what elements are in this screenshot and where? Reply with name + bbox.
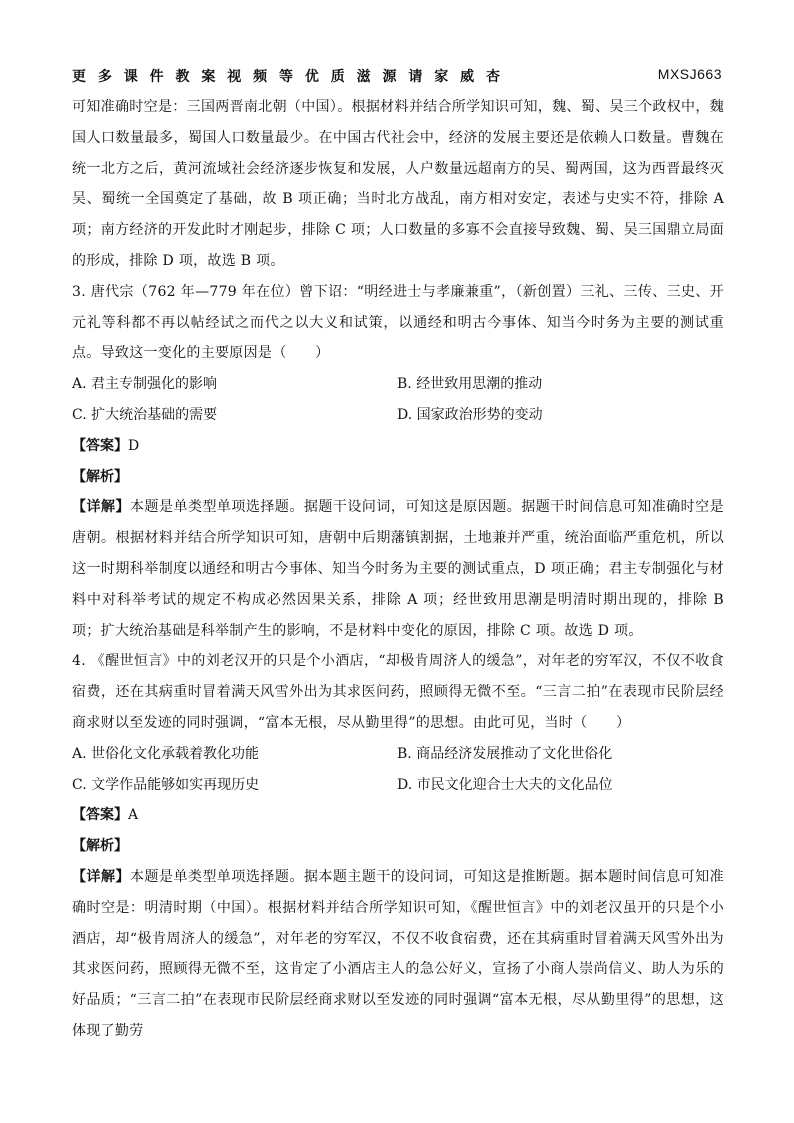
question-4-options: [72, 739, 724, 801]
q4-answer: 【答案】A: [72, 807, 139, 824]
question-3-options: [72, 369, 724, 431]
q4-detail-text: 本题是单类型单项选择题。据本题主题干的设问词，可知这是推断题。据本题时间信息可知准确时空是：明清时期（中国）。根据材料并结合所学知识可知，《醒世恒言》中的刘老汉虽开的只是个小酒店，却“极肯周济人的缓急”，对年老的穷军汉，不仅不收食宿费，还在其病重时冒着满天风雪外出为其求医问药，照顾得无微不至，这肯定了小酒店主人的急公好义，宣扬了小商人崇尚信义、助人为乐的好品质；“三言二拍”在表现市民阶层经商求财以至发迹的同时强调“富本无根，尽从勤里得”的思想，这体现了勤劳: [72, 868, 724, 1039]
document-body: [72, 92, 724, 1047]
q3-option-b: B. 经世致用思潮的推动: [397, 376, 543, 393]
q4-option-c: C. 文学作品能够如实再现历史: [72, 776, 260, 793]
q4-analysis-heading: 【解析】: [72, 838, 128, 855]
header-watermark-text: 更 多 课 件 教 案 视 频 等 优 质 滋 源 请 家 威 杏: [72, 69, 501, 85]
q4-answer-value: A: [128, 807, 139, 824]
q4-option-d: D. 市民文化迎合士大夫的文化品位: [397, 776, 613, 793]
q3-option-a: A. 君主专制强化的影响: [72, 376, 218, 393]
q3-detail-text: 本题是单类型单项选择题。据题干设问词，可知这是原因题。据题干时间信息可知准确时空是唐朝。根据材料并结合所学知识可知，唐朝中后期藩镇割据，土地兼并严重，统治面临严重危机，所以这一时期科举制度以通经和明古今事体、知当今时务为主要的测试重点，D 项正确；君主专制强化与材料中对科举考试的规定不构成必然因果关系，排除 A 项；经世致用思潮是明清时期出现的，排除 B 项；扩大统治基础是科举制产生的影响，不是材料中变化的原因，排除 C 项。故选 D 项。: [72, 499, 724, 639]
q3-answer-label: 答案: [86, 437, 114, 454]
q3-option-d: D. 国家政治形势的变动: [397, 406, 543, 423]
q3-detail-label: 详解: [86, 499, 116, 516]
q3-analysis-label: 解析: [86, 468, 114, 485]
q3-option-c: C. 扩大统治基础的需要: [72, 406, 218, 423]
q4-detail: 【详解】本题是单类型单项选择题。据本题主题干的设问词，可知这是推断题。据本题时间信息可知准确时空是：明清时期（中国）。根据材料并结合所学知识可知，《醒世恒言》中的刘老汉虽开的只是个小酒店，却“极肯周济人的缓急”，对年老的穷军汉，不仅不收食宿费，还在其病重时冒着满天风雪外出为其求医问药，照顾得无微不至，这肯定了小酒店主人的急公好义，宣扬了小商人崇尚信义、助人为乐的好品质；“三言二拍”在表现市民阶层经商求财以至发迹的同时强调“富本无根，尽从勤里得”的思想，这体现了勤劳: [72, 868, 724, 1039]
question-3-stem: 3. 唐代宗（762 年—779 年在位）曾下诏：“明经进士与孝廉兼重”，（新创置）三礼、三传、三史、开元礼等科都不再以帖经试之而代之以大义和试策，以通经和明古今事体、知当今时务为主要的测试重点。导致这一变化的主要原因是（ ）: [72, 283, 724, 362]
page-header: [72, 64, 722, 86]
analysis-continuation: 可知准确时空是：三国两晋南北朝（中国）。根据材料并结合所学知识可知，魏、蜀、吴三个政权中，魏国人口数量最多，蜀国人口数量最少。在中国古代社会中，经济的发展主要还是依赖人口数量。曹魏在统一北方之后，黄河流域社会经济逐步恢复和发展，人户数量远超南方的吴、蜀两国，这为西晋最终灭吴、蜀统一全国奠定了基础，故 B 项正确；当时北方战乱，南方相对安定，表述与史实不符，排除 A 项；南方经济的开发此时才刚起步，排除 C 项；人口数量的多寡不会直接导致魏、蜀、吴三国鼎立局面的形成，排除 D 项，故选 B 项。: [72, 99, 724, 269]
q4-answer-label: 答案: [86, 807, 114, 824]
q3-answer-value: D: [128, 437, 140, 454]
question-4-stem: 4. 《醒世恒言》中的刘老汉开的只是个小酒店，“却极肯周济人的缓急”，对年老的穷军汉，不仅不收食宿费，还在其病重时冒着满天风雪外出为其求医问药，照顾得无微不至。“三言二拍”在表现市民阶层经商求财以至发迹的同时强调，“富本无根，尽从勤里得”的思想。由此可见，当时（ ）: [72, 653, 724, 731]
q3-answer: 【答案】D: [72, 437, 140, 454]
q4-option-a: A. 世俗化文化承载着教化功能: [72, 745, 260, 762]
header-code: MXSJ663: [657, 66, 722, 82]
q3-detail: 【详解】本题是单类型单项选择题。据题干设问词，可知这是原因题。据题干时间信息可知准确时空是唐朝。根据材料并结合所学知识可知，唐朝中后期藩镇割据，土地兼并严重，统治面临严重危机，所以这一时期科举制度以通经和明古今事体、知当今时务为主要的测试重点，D 项正确；君主专制强化与材料中对科举考试的规定不构成必然因果关系，排除 A 项；经世致用思潮是明清时期出现的，排除 B 项；扩大统治基础是科举制产生的影响，不是材料中变化的原因，排除 C 项。故选 D 项。: [72, 499, 724, 639]
q3-analysis-heading: 【解析】: [72, 468, 128, 485]
q4-detail-label: 详解: [86, 868, 116, 885]
q4-analysis-label: 解析: [86, 838, 114, 855]
q4-option-b: B. 商品经济发展推动了文化世俗化: [397, 745, 613, 762]
